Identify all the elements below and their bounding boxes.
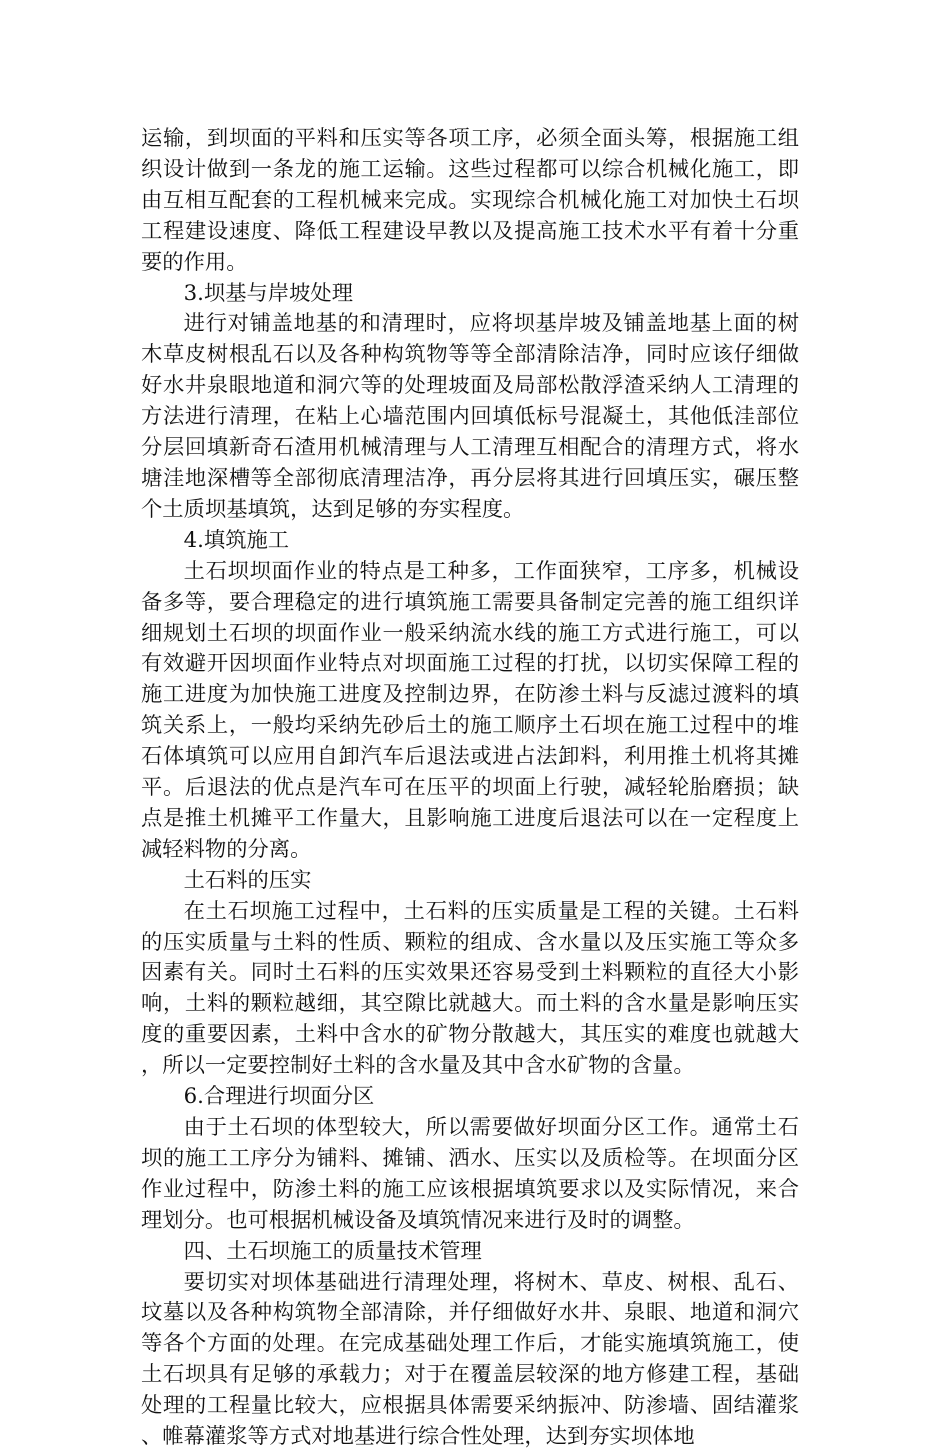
chapter-heading-4: 四、土石坝施工的质量技术管理: [183, 1238, 482, 1264]
paragraph-1: 运输，到坝面的平料和压实等各项工序，必须全面头筹，根据施工组织设计做到一条龙的施工运输。这些过程都可以综合机械化施工，即由互相互配套的工程机械来完成。实现综合机械化施工对加快土石坝工程建设速度、降低工程建设早教以及提高施工技术水平有着十分重要的作用。: [141, 126, 799, 275]
paragraph-3: 土石坝坝面作业的特点是工种多，工作面狭窄，工序多，机械设备多等，要合理稳定的进行填筑施工需要具备制定完善的施工组织详细规划土石坝的坝面作业一般采纳流水线的施工方式进行施工，可以有效避开因坝面作业特点对坝面施工过程的打扰，以切实保障工程的施工进度为加快施工进度及控制边界，在防渗土料与反滤过渡料的填筑关系上，一般均采纳先砂后土的施工顺序土石坝在施工过程中的堆石体填筑可以应用自卸汽车后退法或进占法卸料，利用推土机将其摊平。后退法的优点是汽车可在压平的坝面上行驶，减轻轮胎磨损；缺点是推土机摊平工作量大，且影响施工进度后退法可以在一定程度上减轻料物的分离。: [141, 558, 799, 862]
section-heading-6: 6.合理进行坝面分区: [183, 1084, 375, 1110]
paragraph-2: 进行对铺盖地基的和清理时，应将坝基岸坡及铺盖地基上面的树木草皮树根乱石以及各种构筑物等等全部清除洁净，同时应该仔细做好水井泉眼地道和洞穴等的处理坡面及局部松散浮渣采纳人工清理的方法进行清理，在粘上心墙范围内回填低标号混凝土，其他低洼部位分层回填新奇石渣用机械清理与人工清理互相配合的清理方式，将水塘洼地深槽等全部彻底清理洁净，再分层将其进行回填压实，碾压整个土质坝基填筑，达到足够的夯实程度。: [141, 311, 799, 522]
section-heading-4: 4.填筑施工: [183, 527, 290, 553]
paragraph-5: 由于土石坝的体型较大，所以需要做好坝面分区工作。通常土石坝的施工工序分为铺料、摊铺、洒水、压实以及质检等。在坝面分区作业过程中，防渗土料的施工应该根据填筑要求以及实际情况，来合理划分。也可根据机械设备及填筑情况来进行及时的调整。: [141, 1115, 799, 1233]
paragraph-4: 在土石坝施工过程中，土石料的压实质量是工程的关键。土石料的压实质量与土料的性质、颗粒的组成、含水量以及压实施工等众多因素有关。同时土石料的压实效果还容易受到土料颗粒的直径大小影响，土料的颗粒越细，其空隙比就越大。而土料的含水量是影响压实度的重要因素，土料中含水的矿物分散越大，其压实的难度也就越大，所以一定要控制好土料的含水量及其中含水矿物的含量。: [141, 898, 799, 1079]
paragraph-6: 要切实对坝体基础进行清理处理，将树木、草皮、树根、乱石、坟墓以及各种构筑物全部清除，并仔细做好水井、泉眼、地道和洞穴等各个方面的处理。在完成基础处理工作后，才能实施填筑施工，使土石坝具有足够的承载力；对于在覆盖层较深的地方修建工程，基础处理的工程量比较大，应根据具体需要采纳振冲、防渗墙、固结灌浆、帷幕灌浆等方式对地基进行综合性处理，达到夯实坝体地: [141, 1269, 799, 1450]
document-page: [141, 124, 799, 1453]
section-heading-5: 土石料的压实: [183, 867, 312, 893]
section-heading-3: 3.坝基与岸坡处理: [183, 280, 353, 306]
